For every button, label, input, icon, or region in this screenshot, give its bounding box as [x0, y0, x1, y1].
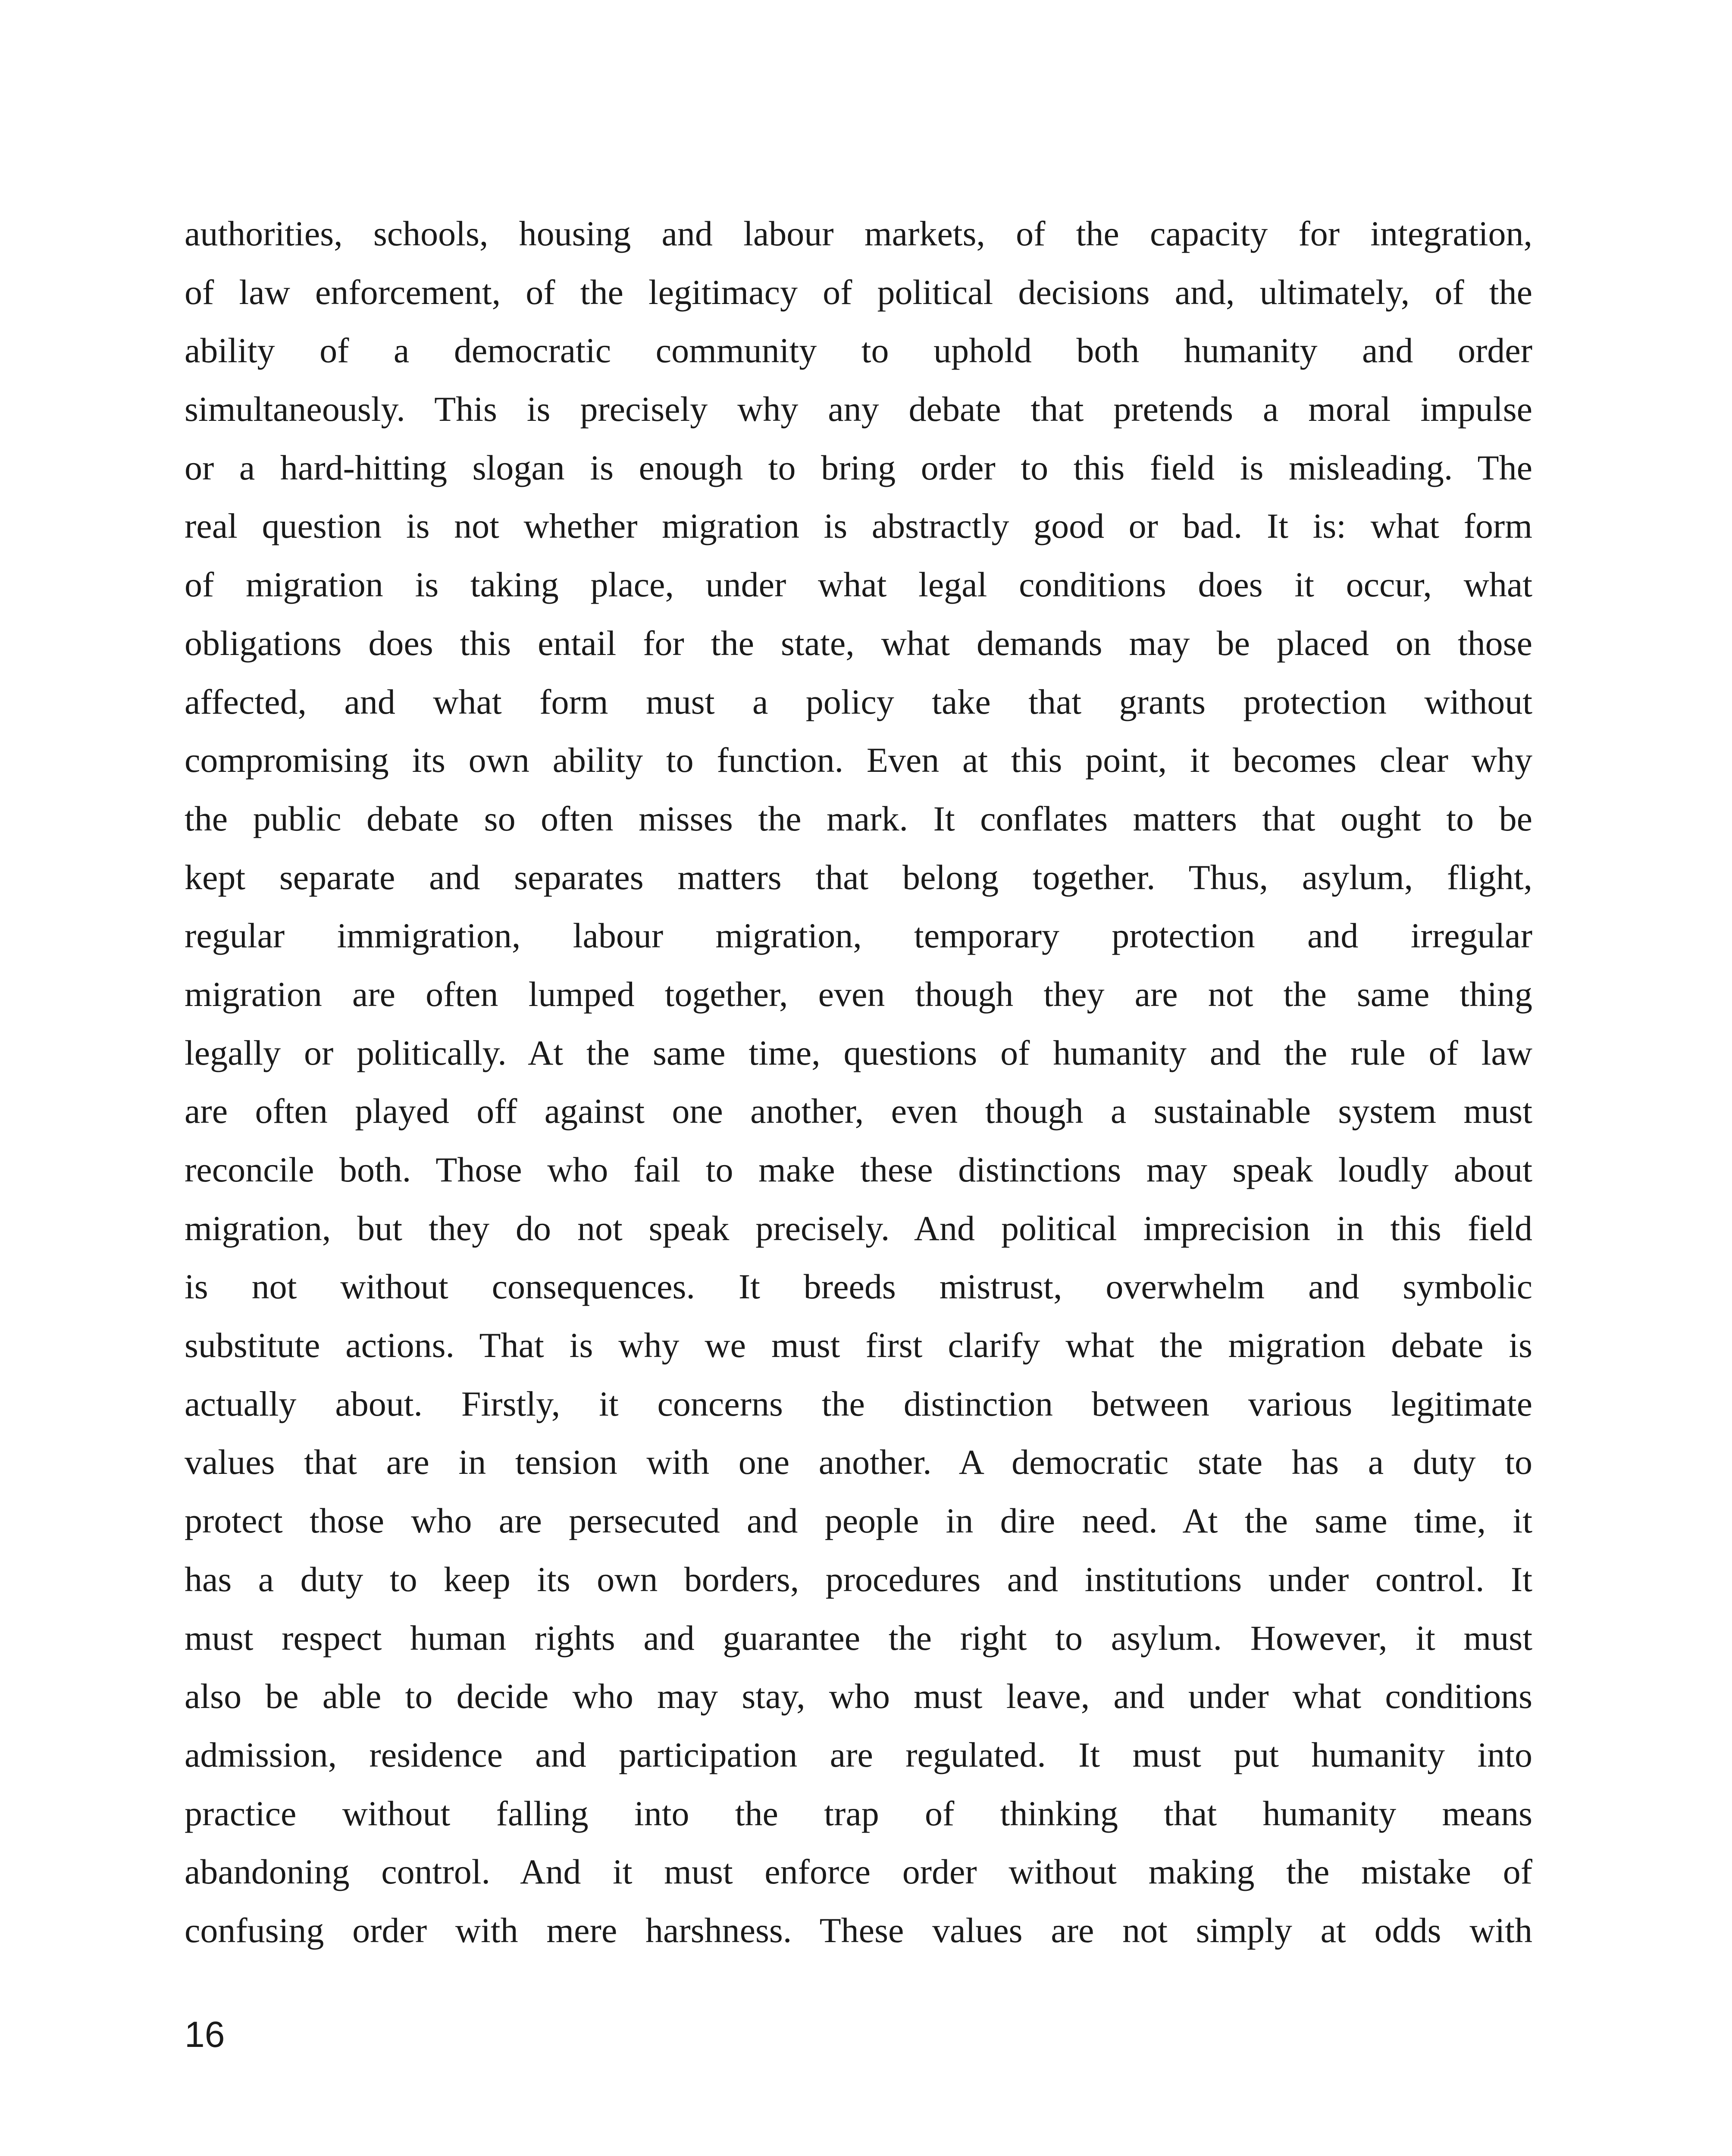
- text-line: compromising its own ability to function. Even at this point, it becomes clear why: [185, 740, 1532, 780]
- text-line: migration are often lumped together, even though they are not the same thing: [185, 974, 1532, 1014]
- text-line: is not without consequences. It breeds mistrust, overwhelm and symbolic: [185, 1267, 1532, 1307]
- text-line: admission, residence and participation are regulated. It must put humanity into: [185, 1735, 1532, 1774]
- text-line: regular immigration, labour migration, temporary protection and irregular: [185, 916, 1532, 956]
- text-line: real question is not whether migration is abstractly good or bad. It is: what form: [185, 506, 1532, 546]
- text-line: of migration is taking place, under what legal conditions does it occur, what: [185, 565, 1532, 605]
- text-line: confusing order with mere harshness. These values are not simply at odds with: [185, 1910, 1532, 1950]
- text-line: affected, and what form must a policy take that grants protection without: [185, 682, 1532, 721]
- text-line: protect those who are persecuted and people in dire need. At the same time, it: [185, 1501, 1532, 1541]
- text-line: ability of a democratic community to uphold both humanity and order: [185, 331, 1532, 370]
- text-line: or a hard-hitting slogan is enough to bring order to this field is misleading. The: [185, 448, 1532, 487]
- text-line: obligations does this entail for the state, what demands may be placed on those: [185, 623, 1532, 663]
- text-line: legally or politically. At the same time, questions of humanity and the rule of law: [185, 1033, 1532, 1072]
- text-line: simultaneously. This is precisely why any debate that pretends a moral impulse: [185, 389, 1532, 429]
- text-line: the public debate so often misses the mark. It conflates matters that ought to be: [185, 799, 1532, 838]
- text-line: practice without falling into the trap of thinking that humanity means: [185, 1793, 1532, 1833]
- text-line: authorities, schools, housing and labour markets, of the capacity for integration,: [185, 214, 1532, 253]
- text-line: migration, but they do not speak precisely. And political imprecision in this field: [185, 1208, 1532, 1248]
- text-line: must respect human rights and guarantee the right to asylum. However, it must: [185, 1618, 1532, 1658]
- text-line: has a duty to keep its own borders, procedures and institutions under control. It: [185, 1559, 1532, 1599]
- text-line: values that are in tension with one another. A democratic state has a duty to: [185, 1442, 1532, 1482]
- text-line: of law enforcement, of the legitimacy of political decisions and, ultimately, of the: [185, 272, 1532, 312]
- text-line: kept separate and separates matters that belong together. Thus, asylum, flight,: [185, 857, 1532, 897]
- page-number: 16: [185, 2014, 225, 2055]
- text-line: substitute actions. That is why we must first clarify what the migration debate is: [185, 1326, 1532, 1365]
- text-line: are often played off against one another, even though a sustainable system must: [185, 1091, 1532, 1131]
- text-line: also be able to decide who may stay, who must leave, and under what conditions: [185, 1677, 1532, 1716]
- body-text: [185, 204, 1532, 1960]
- text-line: actually about. Firstly, it concerns the distinction between various legitimate: [185, 1384, 1532, 1423]
- text-line: reconcile both. Those who fail to make these distinctions may speak loudly about: [185, 1150, 1532, 1189]
- text-line: abandoning control. And it must enforce order without making the mistake of: [185, 1852, 1532, 1892]
